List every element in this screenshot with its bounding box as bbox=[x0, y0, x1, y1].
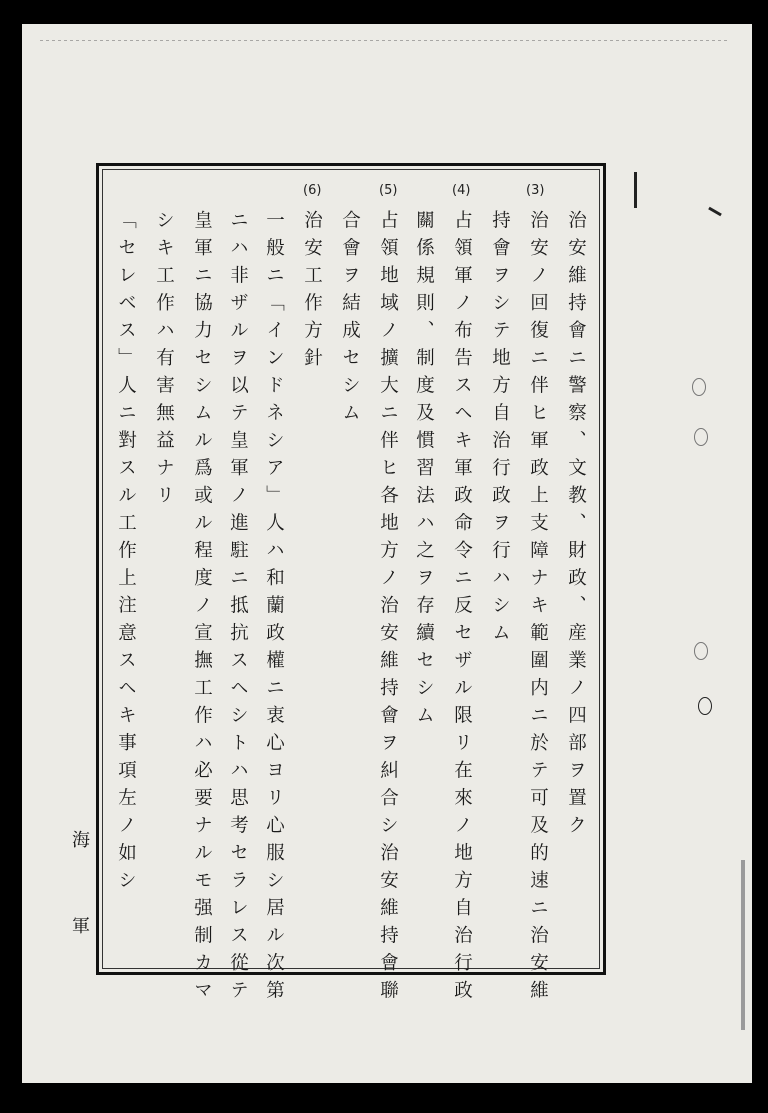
text-column-6: 占領地域ノ擴大ニ伴ヒ各地方ノ治安維持會ヲ糾合シ治安維持會聯 bbox=[377, 210, 399, 1008]
scan-speck bbox=[634, 172, 637, 208]
paragraph-number-3: (3) bbox=[526, 183, 545, 198]
scan-artifact-line bbox=[40, 40, 730, 41]
text-column-13: 「セレベス」人ニ對スル工作上注意スヘキ事項左ノ如シ bbox=[115, 210, 137, 898]
binding-hole-mark bbox=[694, 642, 708, 660]
scan-edge-shadow bbox=[741, 860, 745, 1030]
margin-char-bottom: 軍 bbox=[72, 916, 90, 937]
binding-hole-mark bbox=[698, 697, 712, 715]
paragraph-number-4: (4) bbox=[452, 183, 471, 198]
binding-hole-mark bbox=[692, 378, 706, 396]
text-column-12: シキ工作ハ有害無益ナリ bbox=[153, 210, 175, 513]
text-column-3: 持會ヲシテ地方自治行政ヲ行ハシム bbox=[489, 210, 511, 650]
margin-char-top: 海 bbox=[72, 830, 90, 851]
paragraph-number-5: (5) bbox=[379, 183, 398, 198]
binding-hole-mark bbox=[694, 428, 708, 446]
text-column-7: 合會ヲ結成セシム bbox=[339, 210, 361, 430]
text-column-9: 一般ニ「インドネシア」人ハ和蘭政權ニ衷心ヨリ心服シ居ル次第 bbox=[263, 210, 285, 1008]
text-column-11: 皇軍ニ協力セシムル爲或ル程度ノ宣撫工作ハ必要ナルモ强制カマ bbox=[191, 210, 213, 1008]
text-column-10: ニハ非ザルヲ以テ皇軍ノ進駐ニ抵抗スヘシトハ思考セラレス從テ bbox=[227, 210, 249, 1008]
text-column-4: 占領軍ノ布告スヘキ軍政命令ニ反セザル限リ在來ノ地方自治行政 bbox=[451, 210, 473, 1008]
text-column-2: 治安ノ回復ニ伴ヒ軍政上支障ナキ範圍内ニ於テ可及的速ニ治安維 bbox=[527, 210, 549, 1008]
text-column-1: 治安維持會ニ警察、文教、財政、産業ノ四部ヲ置ク bbox=[565, 210, 587, 843]
paragraph-number-6: (6) bbox=[303, 183, 322, 198]
text-column-8: 治安工作方針 bbox=[301, 210, 323, 375]
scan-border bbox=[0, 1083, 768, 1113]
text-column-5: 關係規則、制度及慣習法ハ之ヲ存續セシム bbox=[413, 210, 435, 733]
